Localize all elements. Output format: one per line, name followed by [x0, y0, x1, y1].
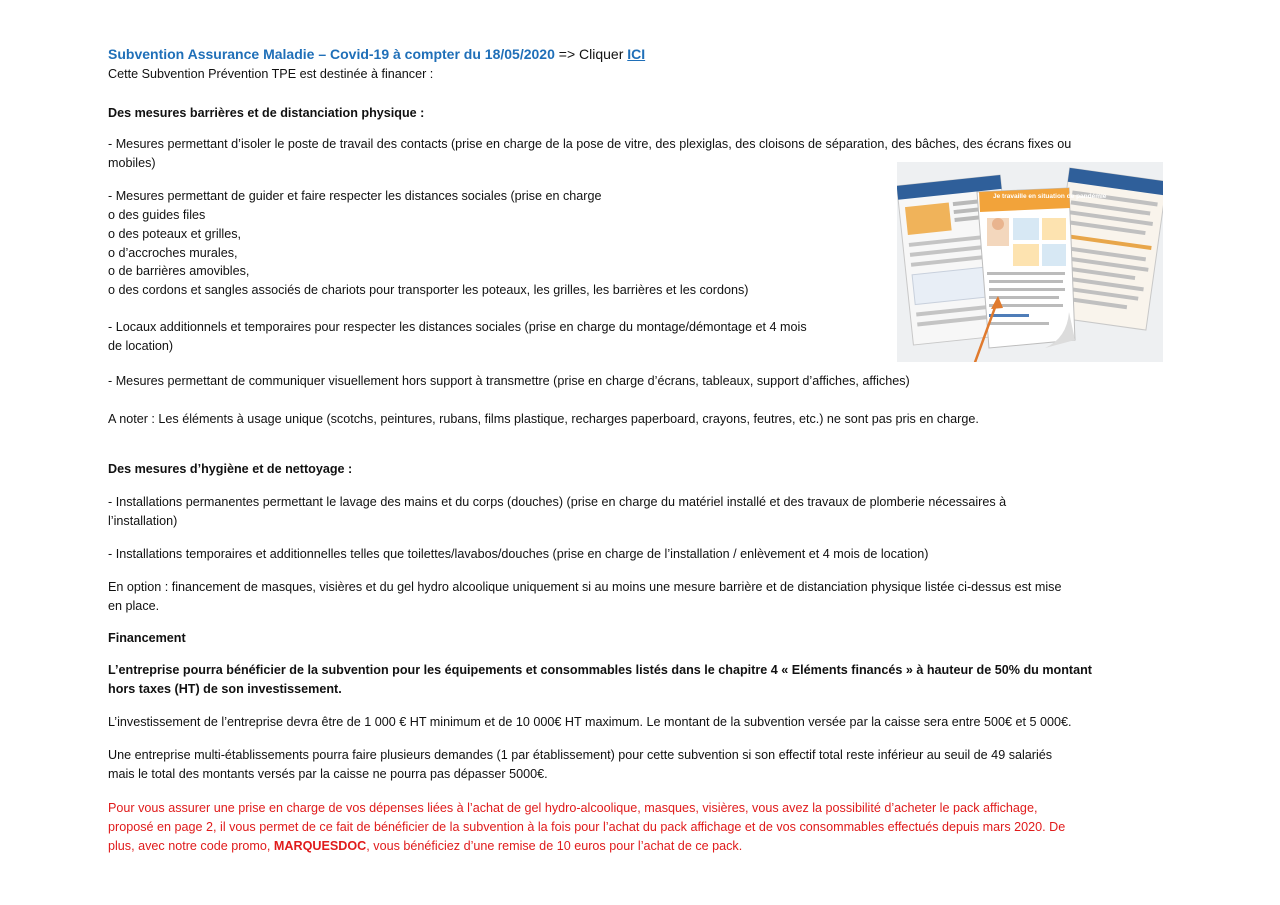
fin-para2-l1: Une entreprise multi-établissements pourra faire plusieurs demandes (1 par établissement) pour cette subvention si son effectif total reste inférieur au seuil de 49 salariés	[108, 748, 1053, 762]
s1-item4: - Mesures permettant de communiquer visuellement hors support à transmettre (prise en charge d’écrans, tableaux, support d’affiches, affiches)	[108, 374, 910, 388]
s1-item2-l4: o d’accroches murales,	[108, 246, 238, 260]
promo-l1: Pour vous assurer une prise en charge de vos dépenses liées à l’achat de gel hydro-alcoolique, masques, visières, vous avez la possibilité d’acheter le pack affichage,	[108, 801, 1038, 815]
promo-l3-prefix: plus, avec notre code promo,	[108, 839, 271, 853]
promo-l2: proposé en page 2, il vous permet de ce fait de bénéficier de la subvention à la fois pour l’achat du pack affichage et de vos consommables effectués depuis mars 2020. De	[108, 820, 1066, 834]
promo-code: MARQUESDOC	[273, 839, 367, 853]
poster-title: Je travaille en situation de pandémie	[993, 193, 1107, 200]
title-text: Subvention Assurance Maladie – Covid-19 à compter du 18/05/2020	[108, 46, 555, 62]
s1-item2-l3: o des poteaux et grilles,	[108, 227, 242, 241]
title-arrow-text: => Cliquer	[558, 46, 624, 62]
financing-heading: Financement	[108, 631, 186, 645]
s1-item1-l1: - Mesures permettant d’isoler le poste de travail des contacts (prise en charge de la pose de vitre, des plexiglas, des cloisons de séparation, des bâches, des écrans fixes ou	[108, 137, 1072, 151]
s2-item2: - Installations temporaires et additionnelles telles que toilettes/lavabos/douches (prise en charge de l’installation / enlèvement et 4 mois de location)	[108, 547, 929, 561]
s1-item2-l1: - Mesures permettant de guider et faire respecter les distances sociales (prise en charge	[108, 189, 602, 203]
s1-item2-l2: o des guides files	[108, 208, 206, 222]
fin-bold-l2: hors taxes (HT) de son investissement.	[108, 682, 342, 696]
s1-item2-l6: o des cordons et sangles associés de chariots pour transporter les poteaux, les grilles, les barrières et les cordons)	[108, 283, 749, 297]
s1-item1-l2: mobiles)	[108, 156, 156, 170]
ici-link[interactable]: ICI	[627, 46, 646, 62]
s2-option-l2: en place.	[108, 599, 160, 613]
s2-item1-l2: l’installation)	[108, 514, 178, 528]
page-title	[108, 45, 645, 64]
s1-item2-l5: o de barrières amovibles,	[108, 264, 250, 278]
s1-note: A noter : Les éléments à usage unique (scotchs, peintures, rubans, films plastique, recharges paperboard, crayons, feutres, etc.) ne sont pas pris en charge.	[108, 412, 979, 426]
posters-illustration	[897, 162, 1163, 362]
posters-svg	[897, 162, 1163, 362]
s1-item3-l2: de location)	[108, 339, 174, 353]
s2-option-l1: En option : financement de masques, visières et du gel hydro alcoolique uniquement si au moins une mesure barrière et de distanciation physique listée ci-dessus est mise	[108, 580, 1062, 594]
section1-heading: Des mesures barrières et de distanciation physique :	[108, 106, 425, 120]
intro-text: Cette Subvention Prévention TPE est destinée à financer :	[108, 67, 434, 81]
section2-heading: Des mesures d’hygiène et de nettoyage :	[108, 462, 353, 476]
promo-l3-suffix: , vous bénéficiez d’une remise de 10 euros pour l’achat de ce pack.	[366, 839, 743, 853]
fin-para1: L’investissement de l’entreprise devra être de 1 000 € HT minimum et de 10 000€ HT maximum. Le montant de la subvention versée par la caisse sera entre 500€ et 5 000€.	[108, 715, 1072, 729]
promo-l3	[108, 837, 742, 856]
fin-bold-l1: L’entreprise pourra bénéficier de la subvention pour les équipements et consommables listés dans le chapitre 4 « Eléments financés » à hauteur de 50% du montant	[108, 663, 1092, 677]
s1-item3-l1: - Locaux additionnels et temporaires pour respecter les distances sociales (prise en charge du montage/démontage et 4 mois	[108, 320, 807, 334]
s2-item1-l1: - Installations permanentes permettant le lavage des mains et du corps (douches) (prise en charge du matériel installé et des travaux de plomberie nécessaires à	[108, 495, 1007, 509]
fin-para2-l2: mais le total des montants versés par la caisse ne pourra pas dépasser 5000€.	[108, 767, 548, 781]
